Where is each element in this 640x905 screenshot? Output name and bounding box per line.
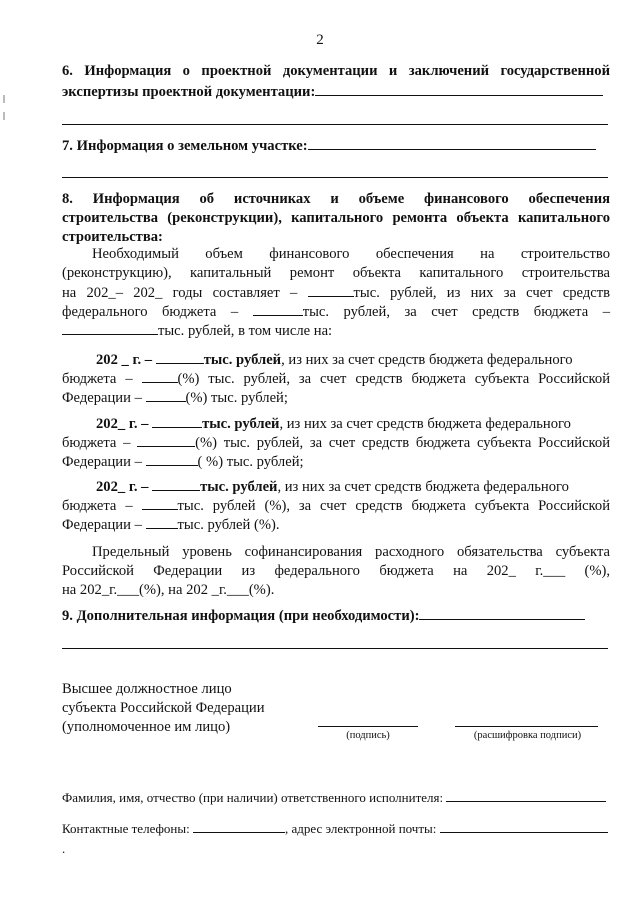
additional-info-field-line2[interactable] [62, 648, 608, 649]
year3-text: , из них за счет средств бюджета федерального [277, 479, 569, 495]
year2-label: 202_ г. – [96, 416, 149, 432]
year1-regional-field[interactable] [146, 388, 186, 402]
federal-suffix: тыс. рублей, за счет средств бюджета – [302, 304, 610, 320]
year3-federal-field[interactable] [142, 496, 178, 510]
year1-amount-field[interactable] [156, 350, 204, 364]
contacts-line [62, 819, 610, 858]
section-9-heading [62, 606, 610, 627]
signature-caption: (подпись) [346, 730, 390, 741]
section-7-label: 7. Информация о земельном участке: [62, 138, 308, 154]
year1-regional-suffix: (%) тыс. рублей; [185, 390, 288, 406]
year3-amount-field[interactable] [152, 477, 200, 491]
year2-line3 [62, 452, 610, 473]
year1-federal-field[interactable] [142, 369, 178, 383]
page-number: 2 [316, 32, 324, 48]
signature-decode-field[interactable] [455, 726, 598, 727]
year3-regional-field[interactable] [146, 515, 178, 529]
section-6-heading-line1: 6. Информация о проектной документации и заключений государственной [62, 63, 610, 79]
financing-text-line1 [62, 245, 610, 265]
year2-federal-field[interactable] [137, 433, 195, 447]
total-amount-field[interactable] [308, 283, 354, 297]
financing-text-line2: (реконструкцию), капитальный ремонт объекта капитального строительства [62, 265, 610, 281]
email-end: . [62, 840, 66, 856]
regional-amount-field[interactable] [62, 321, 158, 335]
financing-total-suffix: тыс. рублей, из них за счет средств [353, 285, 610, 301]
cofinancing-line3: на 202_г.___(%), на 202 _г.___(%). [62, 582, 275, 598]
year1-federal-suffix: (%) тыс. рублей, за счет средств бюджета субъекта Российской [177, 371, 611, 387]
land-plot-field[interactable] [308, 136, 596, 150]
year1-line3 [62, 388, 610, 409]
year3-regional-suffix: тыс. рублей (%). [177, 517, 280, 533]
phones-label: Контактные телефоны: [62, 821, 190, 836]
year2-line1 [62, 414, 610, 435]
scan-margin-mark [3, 95, 5, 103]
year2-text: , из них за счет средств бюджета федерального [279, 416, 571, 432]
year3-line3 [62, 515, 610, 536]
official-title-line1: Высшее должностное лицо [62, 681, 232, 697]
financing-text-line3 [62, 283, 610, 304]
section-8-heading-line1: 8. Информация об источниках и объеме финансового обеспечения [62, 191, 610, 207]
year3-federal-suffix: тыс. рублей (%), за счет средств бюджета субъекта Российской [177, 498, 611, 514]
year2-regional-field[interactable] [146, 452, 198, 466]
financing-years-label: на 202_– 202_ годы составляет – [62, 285, 298, 301]
year1-budget-label: бюджета – [62, 371, 133, 387]
scan-margin-mark [3, 112, 5, 120]
year3-line2 [62, 496, 610, 517]
year2-amount-field[interactable] [152, 414, 202, 428]
signature-field[interactable] [318, 726, 418, 727]
signature-decode-caption: (расшифровка подписи) [473, 730, 582, 741]
email-field[interactable] [440, 819, 608, 833]
section-9-label: 9. Дополнительная информация (при необходимости): [62, 608, 420, 624]
year3-line1 [62, 477, 610, 498]
year2-unit: тыс. рублей [202, 416, 280, 432]
year1-line1 [62, 350, 610, 371]
official-title-line3: (уполномоченное им лицо) [62, 719, 231, 735]
financing-text-line5 [62, 321, 610, 342]
land-plot-field-line2[interactable] [62, 177, 608, 178]
section-8-heading-line3: строительства: [62, 229, 163, 245]
section-6-heading-line2 [62, 82, 610, 103]
executor-label: Фамилия, имя, отчество (при наличии) ответственного исполнителя: [62, 790, 444, 805]
year2-budget-label: бюджета – [62, 435, 131, 451]
year1-text: , из них за счет средств бюджета федерального [281, 352, 573, 368]
year1-unit: тыс. рублей [203, 352, 282, 368]
section-8-heading-line2: строительства (реконструкции), капитального ремонта объекта капитального [62, 210, 610, 226]
email-label: , адрес электронной почты: [284, 821, 437, 836]
additional-info-field[interactable] [419, 606, 585, 620]
regional-suffix: тыс. рублей, в том числе на: [158, 323, 333, 339]
year2-line2 [62, 433, 610, 454]
financing-text-line4 [62, 302, 610, 323]
year1-federation-label: Федерации – [62, 390, 142, 406]
financing-text-line1-content: Необходимый объем финансового обеспечения на строительство [92, 246, 610, 262]
federal-amount-field[interactable] [253, 302, 303, 316]
section-6-label: экспертизы проектной документации: [62, 84, 316, 100]
project-docs-field-line2[interactable] [62, 124, 608, 125]
official-title-line2: субъекта Российской Федерации [62, 700, 265, 716]
year1-label: 202 _ г. – [96, 352, 153, 368]
executor-name-field[interactable] [446, 788, 606, 802]
cofinancing-line1-content: Предельный уровень софинансирования расходного обязательства субъекта [92, 544, 610, 560]
federal-budget-label: федерального бюджета – [62, 304, 239, 320]
phones-field[interactable] [193, 819, 285, 833]
year1-line2 [62, 369, 610, 390]
year3-budget-label: бюджета – [62, 498, 133, 514]
year3-label: 202_ г. – [96, 479, 149, 495]
project-docs-field[interactable] [315, 82, 603, 96]
year2-regional-suffix: ( %) тыс. рублей; [197, 454, 304, 470]
year2-federation-label: Федерации – [62, 454, 142, 470]
year2-federal-suffix: (%) тыс. рублей, за счет средств бюджета субъекта Российской [195, 435, 611, 451]
cofinancing-line1 [62, 543, 610, 563]
cofinancing-line2: Российской Федерации из федерального бюджета на 202_ г.___ (%), [62, 563, 610, 579]
section-7-heading [62, 136, 610, 157]
executor-line [62, 788, 610, 808]
year3-federation-label: Федерации – [62, 517, 142, 533]
year3-unit: тыс. рублей [200, 479, 278, 495]
